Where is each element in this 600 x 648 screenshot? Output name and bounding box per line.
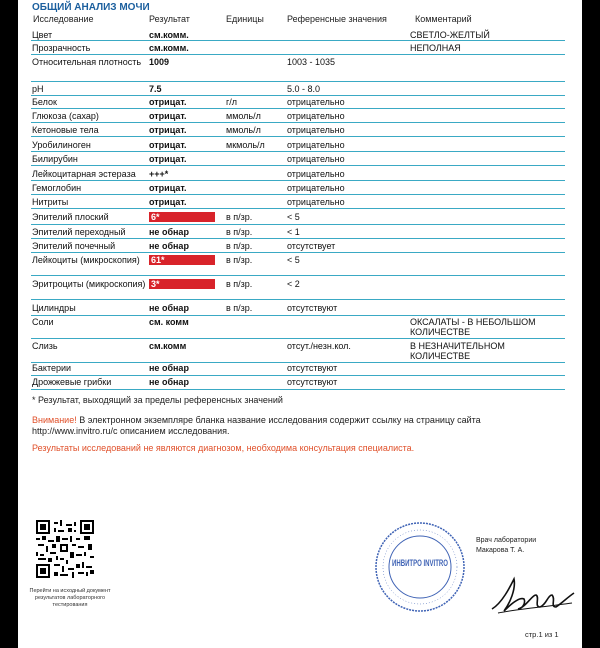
- table-row: [31, 254, 565, 276]
- cell-result: отрицат.: [149, 140, 187, 150]
- header-name: Исследование: [33, 14, 94, 24]
- cell-name: Дрожжевые грибки: [32, 377, 112, 387]
- cell-name: Эпителий плоский: [32, 212, 109, 222]
- cell-result: не обнар: [149, 241, 189, 251]
- cell-name: Цилиндры: [32, 303, 76, 313]
- cell-units: ммоль/л: [226, 125, 261, 135]
- cell-reference: отрицательно: [287, 111, 345, 121]
- cell-units: мкмоль/л: [226, 140, 265, 150]
- cell-name: Слизь: [32, 341, 58, 351]
- cell-comment: ОКСАЛАТЫ - В НЕБОЛЬШОМ КОЛИЧЕСТВЕ: [410, 317, 536, 337]
- table-row: [31, 302, 565, 316]
- cell-result: 7.5: [149, 84, 162, 94]
- cell-name: Нитриты: [32, 197, 69, 207]
- page-number: стр.1 из 1: [525, 630, 559, 639]
- doctor-signature-block: [476, 536, 536, 556]
- cell-name: pH: [32, 84, 44, 94]
- cell-reference: отрицательно: [287, 197, 345, 207]
- doctor-name: Макарова Т. А.: [476, 547, 525, 554]
- cell-comment: НЕПОЛНАЯ: [410, 43, 461, 53]
- cell-result: отрицат.: [149, 125, 187, 135]
- cell-reference: отрицательно: [287, 125, 345, 135]
- cell-result: см.комм: [149, 341, 187, 351]
- stamp-text: ИНВИТРО INVITRO: [392, 558, 448, 568]
- doctor-role: Врач лаборатории: [476, 537, 537, 544]
- cell-name: Эпителий переходный: [32, 227, 126, 237]
- stamp-icon: [374, 521, 466, 613]
- table-row: [31, 83, 565, 96]
- cell-result: не обнар: [149, 377, 189, 387]
- cell-name: Эритроциты (микроскопия): [32, 279, 146, 289]
- table-row: [31, 110, 565, 123]
- header-reference: Референсные значения: [287, 14, 387, 24]
- cell-result: 61*: [149, 255, 215, 265]
- cell-name: Соли: [32, 317, 54, 327]
- table-row: [31, 362, 565, 376]
- header-result: Результат: [149, 14, 190, 24]
- cell-name: Цвет: [32, 30, 53, 40]
- cell-name: Гемоглобин: [32, 183, 82, 193]
- disclaimer: Результаты исследований не являются диагнозом, необходима консультация специалиста.: [32, 443, 415, 453]
- cell-units: г/л: [226, 97, 238, 107]
- qr-caption: Перейти на исходный документ результатов лабораторного тестирования: [29, 588, 111, 608]
- cell-units: в п/зр.: [226, 212, 253, 222]
- table-row: [31, 139, 565, 152]
- cell-result: не обнар: [149, 227, 189, 237]
- report-title: ОБЩИЙ АНАЛИЗ МОЧИ: [32, 2, 150, 13]
- cell-reference: отрицательно: [287, 140, 345, 150]
- cell-name: Кетоновые тела: [32, 125, 99, 135]
- table-row: [31, 226, 565, 239]
- warning-block: [32, 415, 552, 437]
- table-row: [31, 168, 565, 181]
- cell-units: в п/зр.: [226, 303, 253, 313]
- cell-reference: < 2: [287, 279, 300, 289]
- cell-units: в п/зр.: [226, 255, 253, 265]
- cell-result: отрицат.: [149, 197, 187, 207]
- cell-reference: < 1: [287, 227, 300, 237]
- cell-reference: отсут./незн.кол.: [287, 341, 351, 351]
- cell-reference: отрицательно: [287, 183, 345, 193]
- table-row: [31, 29, 565, 41]
- cell-result: отрицат.: [149, 97, 187, 107]
- header-units: Единицы: [226, 14, 264, 24]
- cell-name: Бактерии: [32, 363, 72, 373]
- cell-reference: отрицательно: [287, 97, 345, 107]
- cell-reference: < 5: [287, 212, 300, 222]
- cell-reference: отсутствует: [287, 241, 336, 251]
- cell-name: Прозрачность: [32, 43, 91, 53]
- cell-result: отрицат.: [149, 111, 187, 121]
- table-row: [31, 56, 565, 82]
- table-row: [31, 316, 565, 339]
- table-row: [31, 42, 565, 55]
- cell-reference: 1003 - 1035: [287, 57, 336, 67]
- cell-reference: 5.0 - 8.0: [287, 84, 321, 94]
- cell-name: Лейкоцитарная эстераза: [32, 169, 136, 179]
- cell-name: Глюкоза (сахар): [32, 111, 99, 121]
- cell-name: Эпителий почечный: [32, 241, 116, 251]
- cell-name: Уробилиноген: [32, 140, 91, 150]
- cell-units: в п/зр.: [226, 279, 253, 289]
- cell-units: ммоль/л: [226, 111, 261, 121]
- cell-name: Билирубин: [32, 154, 78, 164]
- qr-code-icon[interactable]: [36, 520, 94, 578]
- cell-units: в п/зр.: [226, 227, 253, 237]
- table-row: [31, 153, 565, 166]
- cell-reference: отрицательно: [287, 169, 345, 179]
- signature-icon: [488, 573, 578, 618]
- table-row: [31, 124, 565, 137]
- table-row: [31, 240, 565, 253]
- table-row: [31, 196, 565, 209]
- cell-result: отрицат.: [149, 183, 187, 193]
- cell-result: см.комм.: [149, 43, 189, 53]
- cell-result: см.комм.: [149, 30, 189, 40]
- cell-comment: СВЕТЛО-ЖЕЛТЫЙ: [410, 30, 490, 40]
- cell-result: см. комм: [149, 317, 189, 327]
- cell-result: +++*: [149, 169, 169, 179]
- cell-reference: отсутствуют: [287, 377, 338, 387]
- table-row: [31, 278, 565, 300]
- cell-comment: В НЕЗНАЧИТЕЛЬНОМ КОЛИЧЕСТВЕ: [410, 341, 505, 361]
- table-row: [31, 376, 565, 390]
- cell-result: не обнар: [149, 303, 189, 313]
- cell-result: 1009: [149, 57, 170, 67]
- cell-name: Белок: [32, 97, 57, 107]
- cell-result: 6*: [149, 212, 215, 222]
- warning-text: В электронном экземпляре бланка название исследования содержит ссылку на страницу сайта http://www.invitro.ru/с описанием исследования.: [32, 415, 481, 436]
- cell-units: в п/зр.: [226, 241, 253, 251]
- cell-reference: отсутствуют: [287, 303, 338, 313]
- cell-reference: отрицательно: [287, 154, 345, 164]
- cell-result: отрицат.: [149, 154, 187, 164]
- cell-name: Лейкоциты (микроскопия): [32, 255, 140, 265]
- footnote: * Результат, выходящий за пределы референсных значений: [32, 395, 283, 405]
- report-page: [18, 0, 582, 648]
- cell-reference: отсутствуют: [287, 363, 338, 373]
- table-row: [31, 340, 565, 363]
- cell-reference: < 5: [287, 255, 300, 265]
- header-comment: Комментарий: [415, 14, 472, 24]
- cell-result: 3*: [149, 279, 215, 289]
- cell-name: Относительная плотность: [32, 57, 142, 67]
- warning-label: Внимание!: [32, 415, 77, 425]
- table-row: [31, 182, 565, 195]
- table-row: [31, 96, 565, 109]
- table-row: [31, 211, 565, 225]
- cell-result: не обнар: [149, 363, 189, 373]
